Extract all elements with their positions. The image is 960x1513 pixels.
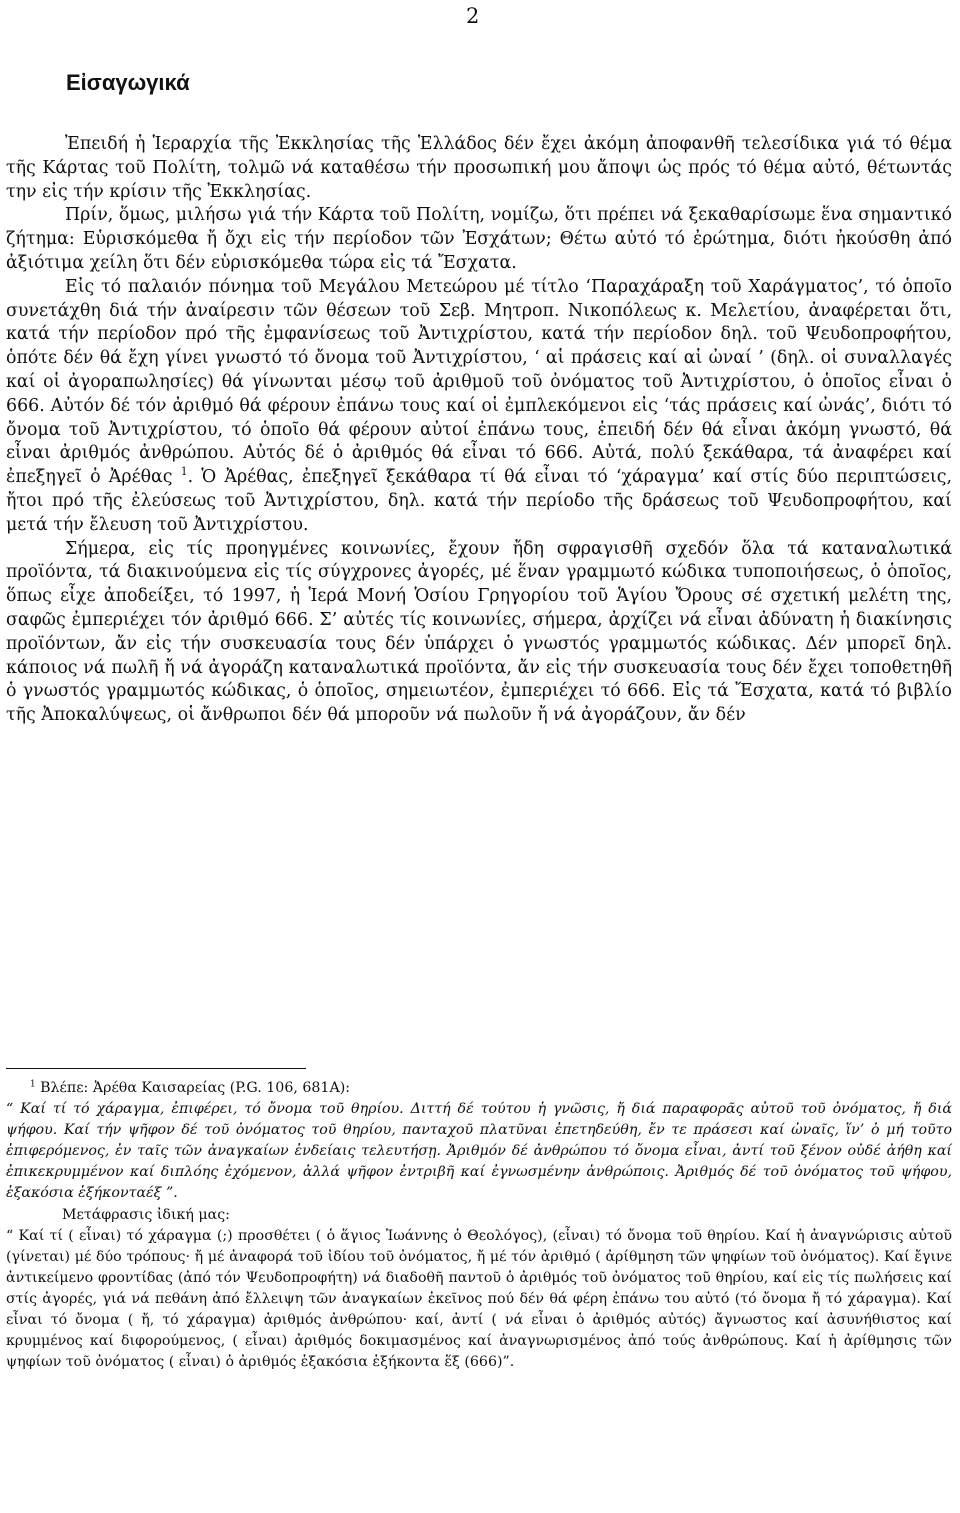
footnote-source: Βλέπε: Ἀρέθα Καισαρείας (P.G. 106, 681A): [35,1080,351,1096]
footnote-separator [6,1068,306,1069]
paragraph-2: Πρίν, ὅμως, μιλήσω γιά τήν Κάρτα τοῦ Πολίτη, νομίζω, ὅτι πρέπει νά ξεκαθαρίσωμε ἕνα σημαντικό ζήτημα: Εὑρισκόμεθα ἤ ὄχι εἰς τήν περίοδον τῶν Ἐσχάτων; Θέτω αὐτό τό ἐρώτημα, διότι ἠκούσθη ἀπό ἀξιότιμα χείλη ὅτι δέν εὑρισκόμεθα τώρα εἰς τά Ἔσχατα. [6,205,952,273]
paragraph-3-tail: . Ὁ Ἀρέθας, ἐπεξηγεῖ ξεκάθαρα τί θά εἶναι τό ‘χάραγμα’ καί στίς δύο περιπτώσεις, ἤτοι πρό τῆς ἐλεύσεως τοῦ Ἀντιχρίστου, δηλ. κατά τήν περίοδο τῆς δράσεως τοῦ Ψευδοπροφήτου, καί μετά τήν ἔλευση τοῦ Ἀντιχρίστου. [6,467,952,535]
footnote-translation: “ Καί τί ( εἶναι) τό χάραγμα (;) προσθέτει ( ὁ ἅγιος Ἰωάννης ὁ Θεολόγος), (εἶναι) τό ὄνομα τοῦ θηρίου. Καί ἡ ἀναγνώρισις αὐτοῦ (γίνεται) μέ δύο τρόπους· ἤ μέ ἀναφορά τοῦ ἰδίου τοῦ ὀνόματος, ἤ μέ τόν ἀριθμό ( ἀρίθμηση τῶν ψηφίων τοῦ ὀνόματος). Καί ἔγινε ἀντικείμενο φροντίδας (ἀπό τόν Ψευδοπροφήτη) νά διαδοθῆ παντοῦ ὁ ἀριθμός τοῦ ὀνόματος τοῦ θηρίου, καί εἰς τίς πωλήσεις καί στίς ἀγορές, γιά νά πεθάνη ἀπό ἔλλειψη τῶν ἀναγκαίων ἐκεῖνος πού δέν θά φέρη ἐπάνω του αὐτό (τό ὄνομα ἤ τό χάραγμα). Καί εἶναι τό ὄνομα ( ἤ, τό χάραγμα) ἀριθμός ἀνθρώπου· καί, ἀντί ( νά εἶναι ὁ ἀριθμός αὐτός) ἄγνωστος καί ἀσυνήθιστος καί κρυμμένος καί διφορούμενος, ( εἶναι) ἀριθμός δοκιμασμένος καί ἀναγνωρισμένος ἀπό τούς ἀνθρώπους. Καί ἡ ἀρίθμησις τῶν ψηφίων τοῦ ὀνόματος ( εἶναι) ὁ ἀριθμός ἑξακόσια ἑξήκοντα ἕξ (666)”. [6,1227,952,1371]
body-text [6,133,952,728]
paragraph-3 [6,276,952,538]
translation-heading: Μετάφρασις ἰδική μας: [62,1206,230,1223]
footnote-reference-line [6,1078,952,1099]
footnote-reference[interactable]: 1 [180,465,188,479]
paragraph-4: Σήμερα, εἰς τίς προηγμένες κοινωνίες, ἔχουν ἤδη σφραγισθῆ σχεδόν ὅλα τά καταναλωτικά προϊόντα, τά διακινούμενα εἰς τίς σύγχρονες ἀγορές, μέ ἕναν γραμμωτό κώδικα τυποποιήσεως, ὁ ὁποῖος, ὅπως εἶχε ἀποδείξει, τό 1997, ἡ Ἱερά Μονή Ὁσίου Γρηγορίου τοῦ Ἁγίου Ὄρους σέ σχετική μελέτη της, σαφῶς ἐμπεριέχει τόν ἀριθμό 666. Σ’ αὐτές τίς κοινωνίες, σήμερα, ἀρχίζει νά εἶναι ἀδύνατη ἡ διακίνησις προϊόντων, ἄν εἰς τήν συσκευασία τους δέν ὑπάρχει ὁ γνωστός γραμμωτός κώδικας. Δέν μπορεῖ δηλ. κάποιος νά πωλῆ ἤ νά ἀγοράζη καταναλωτικά προϊόντα, ἄν εἰς τήν συσκευασία τους δέν ἔχει τοποθετηθῆ ὁ γνωστός γραμμωτός κώδικας, ὁ ὁποῖος, σημειωτέον, ἐμπεριέχει τό 666. Εἰς τά Ἔσχατα, κατά τό βιβλίο τῆς Ἀποκαλύψεως, οἱ ἄνθρωποι δέν θά μποροῦν νά πωλοῦν ἤ νά ἀγοράζουν, ἄν δέν [6,538,952,726]
page-number: 2 [466,4,480,28]
paragraph-1: Ἐπειδή ἡ Ἱεραρχία τῆς Ἐκκλησίας τῆς Ἑλλάδος δέν ἔχει ἀκόμη ἀποφανθῆ τελεσίδικα γιά τό θέμα τῆς Κάρτας τοῦ Πολίτη, τολμῶ νά καταθέσω τήν προσωπική μου ἄποψι ὡς πρός τό θέμα αὐτό, θέτωντάς την εἰς τήν κρίσιν τῆς Ἐκκλησίας. [6,134,952,202]
footnote-marker: 1 [30,1079,36,1090]
footnote [6,1078,952,1373]
section-heading: Εἰσαγωγικά [66,70,190,95]
footnote-quote: “ Καί τί τό χάραγμα, ἐπιφέρει, τό ὄνομα τοῦ θηρίου. Διττή δέ τούτου ἡ γνῶσις, ἤ διά παραφορᾶς αὐτοῦ τοῦ ὀνόματος, ἤ διά ψήφου. Καί τήν ψῆφον δέ τοῦ ὀνόματος τοῦ θηρίου, πανταχοῦ πλατῦναι ἐπετηδεύθη, ἔν τε πράσεσι καί ὠναῖς, ἵν’ ὁ μή τοῦτο ἐπιφερόμενος, ἐν ταῖς τῶν ἀναγκαίων ἐνδείαις τελευτήσῃ. Ἀριθμόν δέ ἀνθρώπου τό ὄνομα εἶναι, ἀντί τοῦ ξένον οὐδέ ἀήθη καί ἐπικεκρυμμένον καί διπλόης ἐχόμενον, ἀλλά ψῆφον ἐντριβῆ καί ἐγνωσμένην ἀνθρώποις. Ἀριθμός δέ τοῦ ὀνόματος τοῦ ψήφου, ἑξακόσια ἑξήκονταέξ ”. [6,1101,952,1202]
paragraph-3-main: Εἰς τό παλαιόν πόνημα τοῦ Μεγάλου Μετεώρου μέ τίτλο ‘Παραχάραξη τοῦ Χαράγματος’, τό ὁποῖο συνετάχθη διά τήν ἀναίρεσιν τῶν θέσεων τοῦ Σεβ. Μητροπ. Νικοπόλεως κ. Μελετίου, ἀναφέρεται ὅτι, κατά τήν περίοδον πρό τῆς ἐμφανίσεως τοῦ Ἀντιχρίστου, κατά τήν περίοδον δηλ. τοῦ Ψευδοπροφήτου, ὁπότε δέν θά ἔχη γίνει γνωστό τό ὄνομα τοῦ Ἀντιχρίστου, ‘ αἱ πράσεις καί αἱ ὠναί ’ (δηλ. οἱ συναλλαγές καί οἱ ἀγοραπωλησίες) θά γίνωνται μέσῳ τοῦ ἀριθμοῦ τοῦ ὀνόματος τοῦ Ἀντιχρίστου, ὁ ὁποῖος εἶναι ὁ 666. Αὐτόν δέ τόν ἀριθμό θά φέρουν ἐπάνω τους καί οἱ ἐμπλεκόμενοι εἰς ‘τάς πράσεις καί ὠνάς’, διότι τό ὄνομα τοῦ Ἀντιχρίστου, τό ὁποῖο θά φέρουν αὐτοί ἐπάνω τους, ἐπειδή δέν θά εἶναι ἀκόμη γνωστό, θά εἶναι ἀριθμός ἀνθρώπου. Αὐτός δέ ὁ ἀριθμός θά εἶναι τό 666. Αὐτά, πολύ ξεκάθαρα, τά ἀναφέρει καί ἐπεξηγεῖ ὁ Ἀρέθας [6,276,952,488]
